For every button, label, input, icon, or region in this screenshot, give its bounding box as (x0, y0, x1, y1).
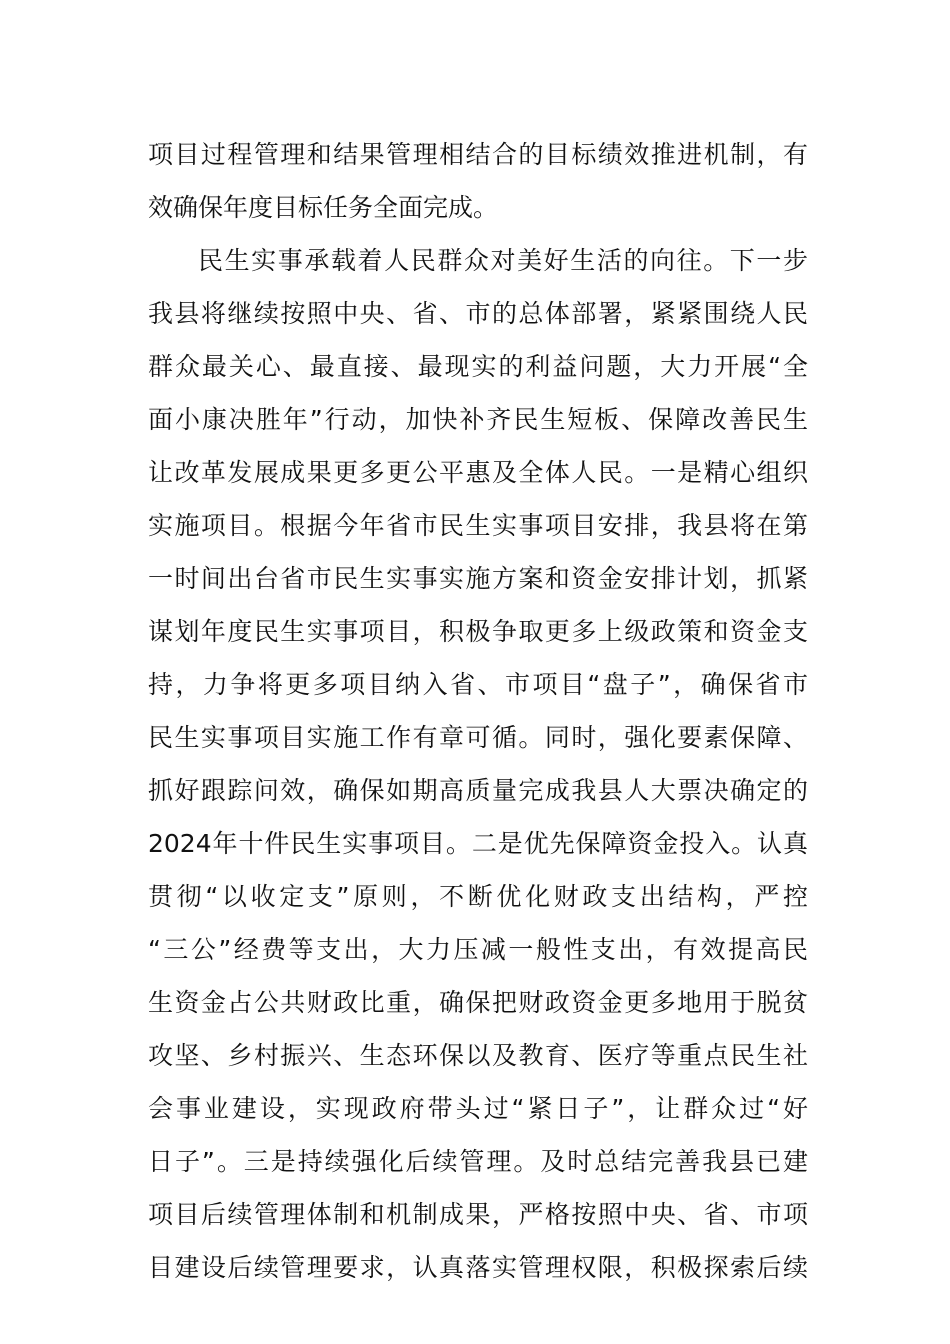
text-line: 我县将继续按照中央、省、市的总体部署，紧紧围绕人民 (148, 299, 808, 328)
text-line: 群众最关心、最直接、最现实的利益问题，大力开展“全 (148, 352, 808, 381)
text-line: 抓好跟踪问效，确保如期高质量完成我县人大票决确定的 (148, 776, 808, 805)
text-line: 目建设后续管理要求，认真落实管理权限，积极探索后续 (148, 1253, 808, 1282)
text-line: 让改革发展成果更多更公平惠及全体人民。一是精心组织 (148, 458, 808, 487)
text-line: “三公”经费等支出，大力压减一般性支出，有效提高民 (148, 935, 808, 964)
text-line: 持，力争将更多项目纳入省、市项目“盘子”，确保省市 (148, 670, 808, 699)
text-line: 效确保年度目标任务全面完成。 (148, 193, 499, 222)
text-line: 日子”。三是持续强化后续管理。及时总结完善我县已建 (148, 1147, 808, 1176)
text-line: 民生实事项目实施工作有章可循。同时，强化要素保障、 (148, 723, 808, 752)
document-body (148, 128, 808, 1294)
text-line: 2024年十件民生实事项目。二是优先保障资金投入。认真 (148, 829, 808, 858)
text-line: 面小康决胜年”行动，加快补齐民生短板、保障改善民生 (148, 405, 808, 434)
text-line: 会事业建设，实现政府带头过“紧日子”，让群众过“好 (148, 1094, 808, 1123)
text-line: 实施项目。根据今年省市民生实事项目安排，我县将在第 (148, 511, 808, 540)
text-line: 生资金占公共财政比重，确保把财政资金更多地用于脱贫 (148, 988, 808, 1017)
text-line: 项目后续管理体制和机制成果，严格按照中央、省、市项 (148, 1200, 808, 1229)
text-line: 攻坚、乡村振兴、生态环保以及教育、医疗等重点民生社 (148, 1041, 808, 1070)
text-line: 项目过程管理和结果管理相结合的目标绩效推进机制，有 (148, 140, 808, 169)
text-line: 谋划年度民生实事项目，积极争取更多上级政策和资金支 (148, 617, 808, 646)
text-line: 贯彻“以收定支”原则，不断优化财政支出结构，严控 (148, 882, 808, 911)
paragraph-first-line: 民生实事承载着人民群众对美好生活的向往。下一步 (198, 246, 808, 275)
text-line: 一时间出台省市民生实事实施方案和资金安排计划，抓紧 (148, 564, 808, 593)
